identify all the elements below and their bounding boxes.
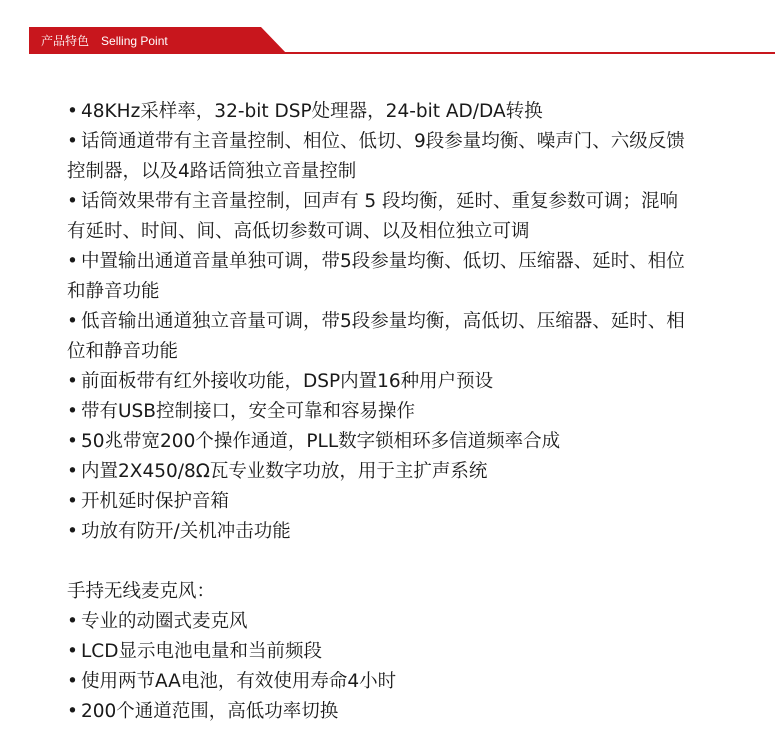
feature-item-continued: 和静音功能 xyxy=(67,281,160,302)
feature-item: • 功放有防开/关机冲击功能 xyxy=(67,517,757,547)
feature-content xyxy=(67,97,757,727)
feature-item: • 话筒通道带有主音量控制、相位、低切、9段参量均衡、噪声门、六级反馈 xyxy=(67,127,757,157)
feature-item: • 开机延时保护音箱 xyxy=(67,487,757,517)
feature-item: • 低音输出通道独立音量可调，带5段参量均衡，高低切、压缩器、延时、相 xyxy=(67,307,757,337)
feature-item: • 中置输出通道音量单独可调，带5段参量均衡、低切、压缩器、延时、相位 xyxy=(67,247,757,277)
mic-feature-item: • 专业的动圈式麦克风 xyxy=(67,607,757,637)
feature-item-continued: 有延时、时间、间、高低切参数可调、以及相位独立可调 xyxy=(67,221,530,242)
section-spacer xyxy=(67,547,757,577)
feature-item-continued: 位和静音功能 xyxy=(67,341,179,362)
mic-feature-item: • LCD显示电池电量和当前频段 xyxy=(67,637,757,667)
mic-section-title: 手持无线麦克风： xyxy=(67,581,216,602)
mic-feature-item: • 200个通道范围，高低功率切换 xyxy=(67,697,757,727)
section-header xyxy=(29,27,775,54)
feature-item: • 50兆带宽200个操作通道，PLL数字锁相环多信道频率合成 xyxy=(67,427,757,457)
feature-item: • 内置2X450/8Ω瓦专业数字功放，用于主扩声系统 xyxy=(67,457,757,487)
feature-item-continued: 控制器，以及4路话筒独立音量控制 xyxy=(67,161,357,182)
feature-item: • 带有USB控制接口，安全可靠和容易操作 xyxy=(67,397,757,427)
header-title-en: Selling Point xyxy=(101,34,168,48)
feature-item: • 话筒效果带有主音量控制，回声有 5 段均衡，延时、重复参数可调；混响 xyxy=(67,187,757,217)
mic-feature-item: • 使用两节AA电池，有效使用寿命4小时 xyxy=(67,667,757,697)
header-title xyxy=(41,33,168,49)
feature-item: • 前面板带有红外接收功能，DSP内置16种用户预设 xyxy=(67,367,757,397)
header-title-cn: 产品特色 xyxy=(41,34,90,48)
feature-item: • 48KHz采样率，32-bit DSP处理器，24-bit AD/DA转换 xyxy=(67,97,757,127)
